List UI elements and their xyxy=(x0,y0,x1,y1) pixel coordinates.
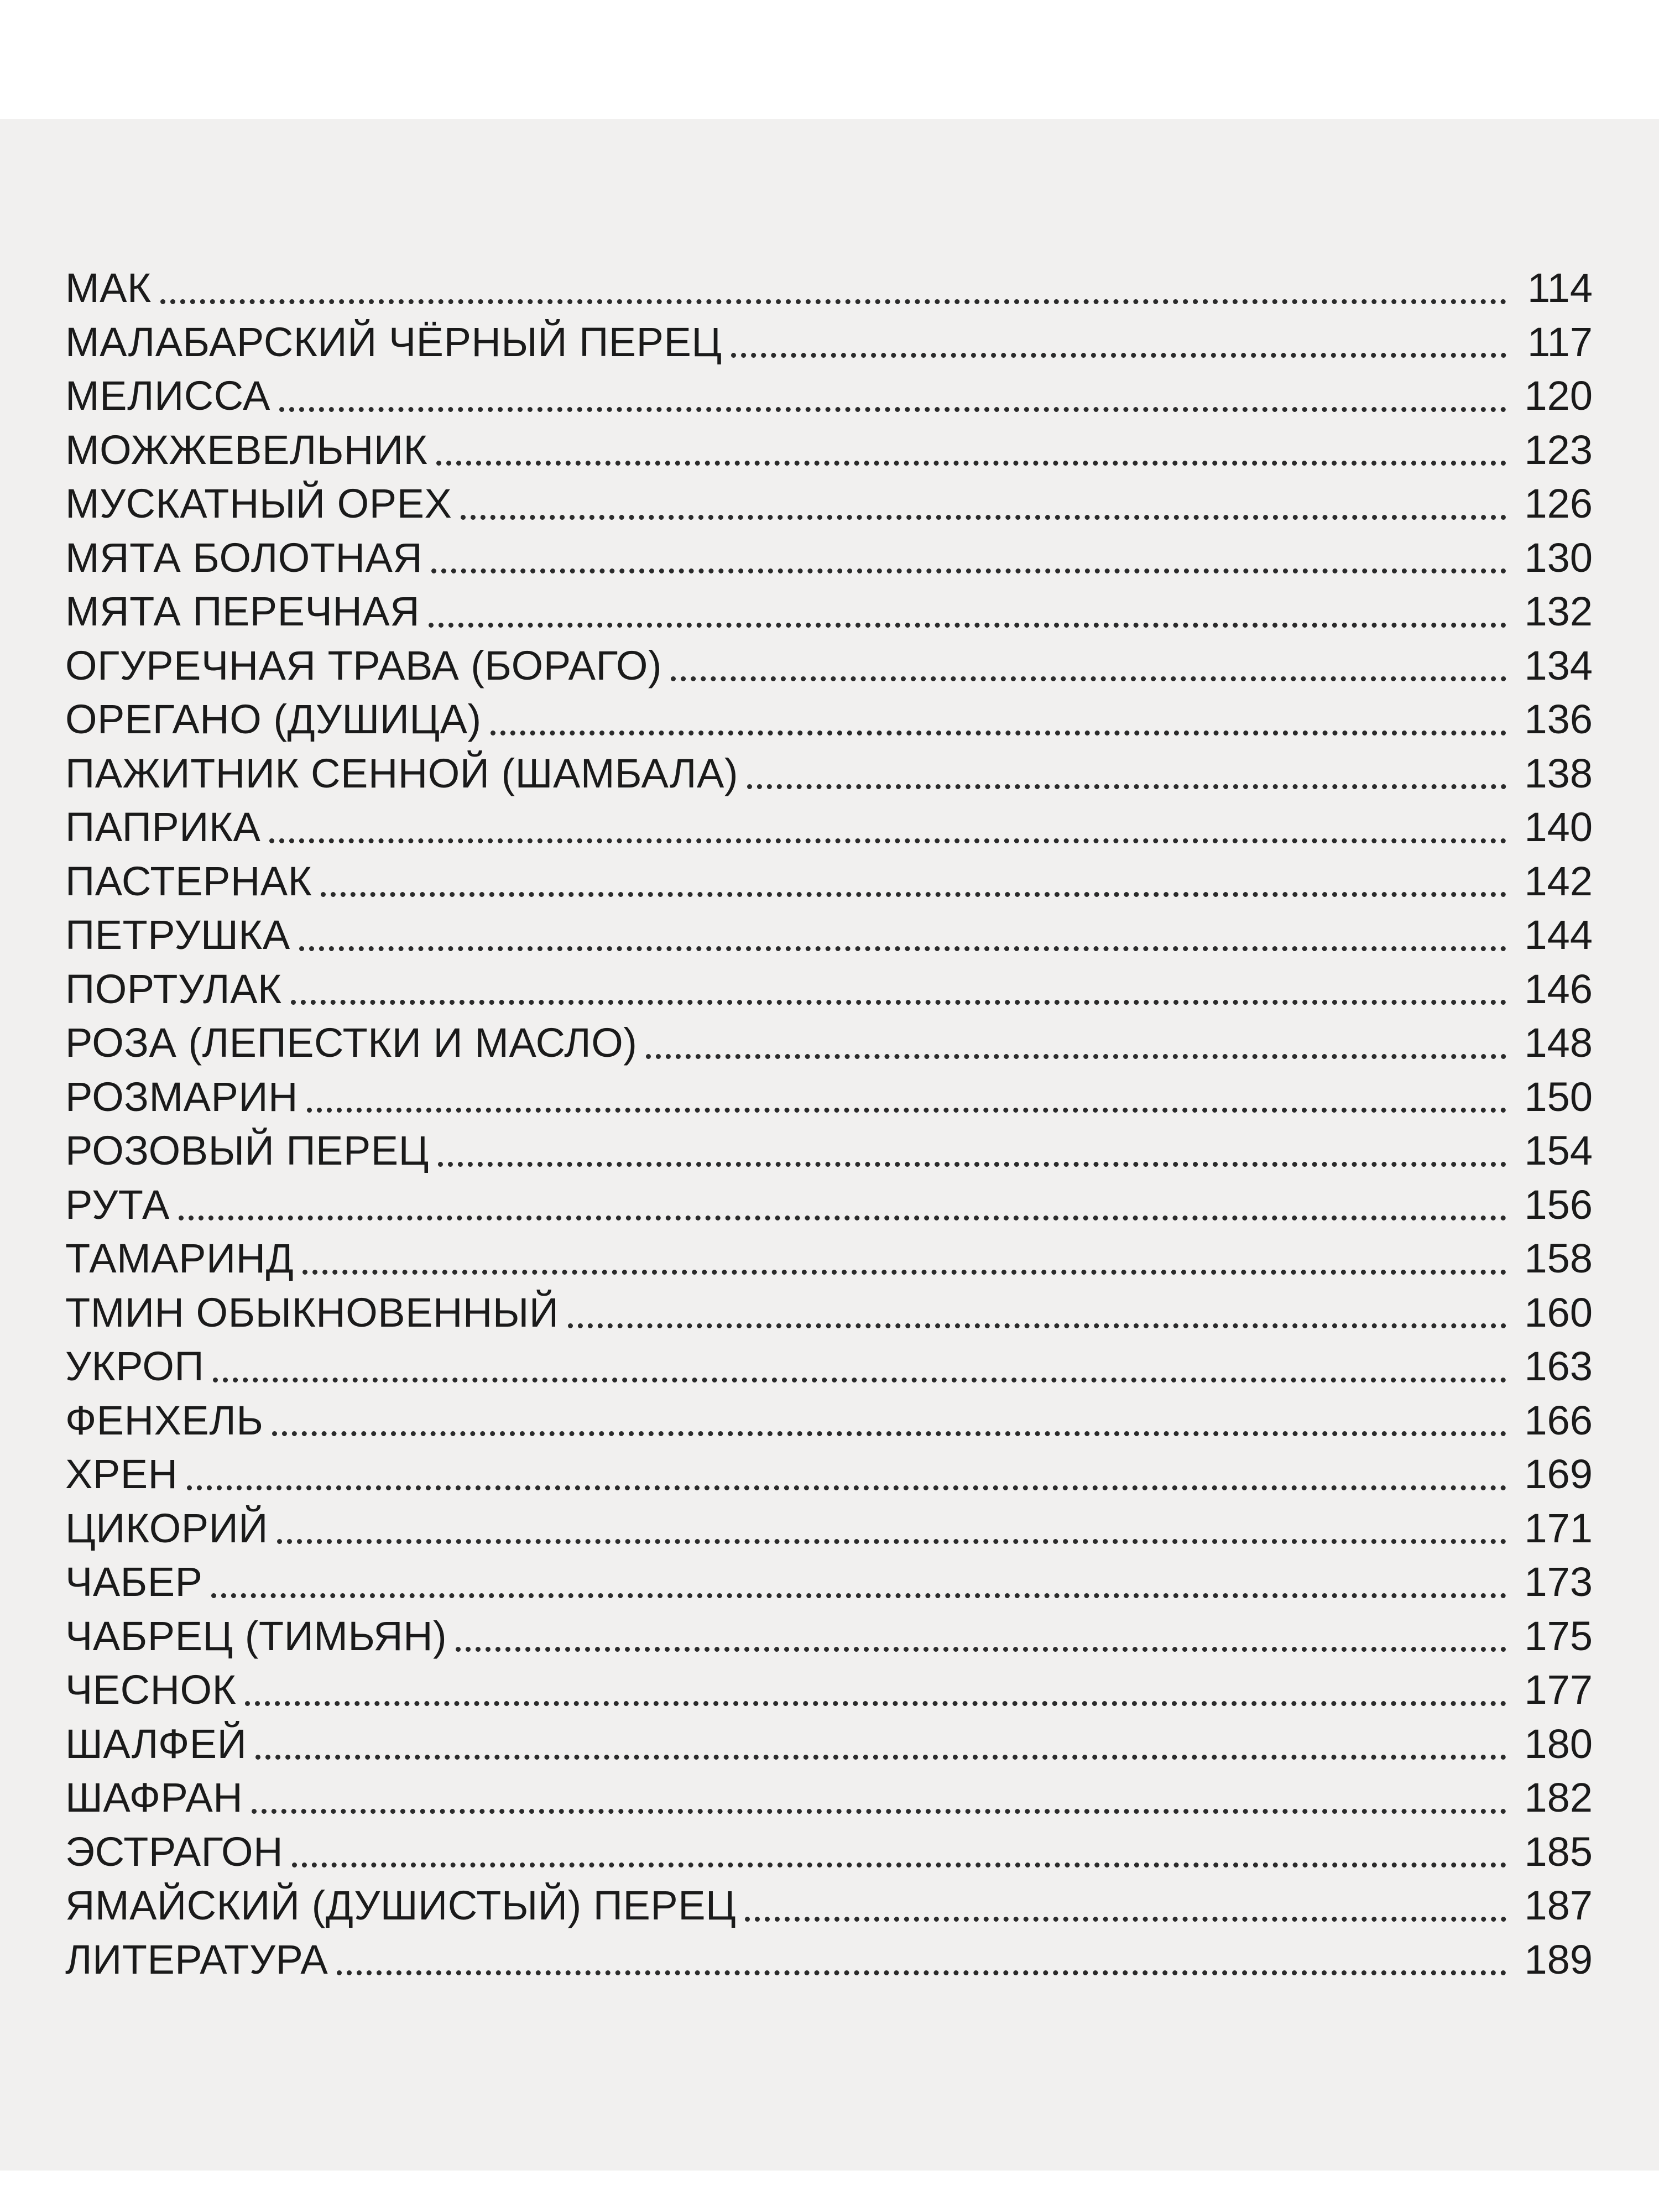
toc-entry xyxy=(65,854,1593,909)
bottom-margin xyxy=(0,2171,1659,2212)
toc-entry xyxy=(65,1070,1593,1124)
toc-dot-leader xyxy=(302,1270,1506,1275)
toc-entry-title: ЧАБЕР xyxy=(65,1559,203,1605)
toc-entry-page-number: 175 xyxy=(1524,1613,1593,1659)
toc-dot-leader xyxy=(255,1755,1506,1760)
toc-entry-page-number: 132 xyxy=(1524,588,1593,634)
toc-entry-page-number: 136 xyxy=(1524,696,1593,742)
toc-entry-title: ПЕТРУШКА xyxy=(65,912,290,958)
toc-entry xyxy=(65,1286,1593,1340)
toc-entry xyxy=(65,1717,1593,1771)
toc-dot-leader xyxy=(491,731,1506,735)
toc-dot-leader xyxy=(291,1000,1506,1005)
toc-entry xyxy=(65,747,1593,801)
toc-entry-page-number: 117 xyxy=(1527,319,1593,365)
toc-dot-leader xyxy=(299,946,1506,951)
toc-entry-page-number: 134 xyxy=(1524,642,1593,688)
toc-dot-leader xyxy=(211,1593,1506,1598)
toc-entry xyxy=(65,908,1593,962)
toc-entry-title: ЭСТРАГОН xyxy=(65,1828,284,1875)
toc-dot-leader xyxy=(279,407,1506,412)
toc-dot-leader xyxy=(436,461,1506,466)
toc-entry-title: ТАМАРИНД xyxy=(65,1235,294,1281)
toc-entry-title: МЕЛИССА xyxy=(65,373,270,419)
toc-entry-title: ПАПРИКА xyxy=(65,804,261,850)
toc-entry xyxy=(65,1339,1593,1394)
toc-entry xyxy=(65,1663,1593,1717)
toc-entry-title: МЯТА ПЕРЕЧНАЯ xyxy=(65,588,420,634)
toc-dot-leader xyxy=(568,1323,1506,1328)
toc-entry xyxy=(65,1933,1593,1987)
toc-dot-leader xyxy=(292,1863,1506,1867)
toc-entry xyxy=(65,1124,1593,1178)
toc-dot-leader xyxy=(160,299,1506,304)
toc-entry-title: ШАЛФЕЙ xyxy=(65,1720,247,1767)
toc-entry xyxy=(65,1016,1593,1070)
toc-entry-title: ЧАБРЕЦ (ТИМЬЯН) xyxy=(65,1613,447,1659)
toc-entry xyxy=(65,1232,1593,1286)
toc-entry-title: ФЕНХЕЛЬ xyxy=(65,1397,264,1443)
toc-entry-title: ЧЕСНОК xyxy=(65,1667,237,1713)
toc-dot-leader xyxy=(269,838,1506,843)
toc-entry-page-number: 160 xyxy=(1524,1289,1593,1335)
toc-entry-page-number: 142 xyxy=(1524,858,1593,904)
toc-entry-title: РОЗА (ЛЕПЕСТКИ И МАСЛО) xyxy=(65,1020,638,1066)
toc-entry-page-number: 148 xyxy=(1524,1020,1593,1066)
toc-entry-title: МАК xyxy=(65,265,152,311)
toc-dot-leader xyxy=(456,1647,1506,1652)
toc-entry xyxy=(65,800,1593,854)
toc-entry-page-number: 166 xyxy=(1524,1397,1593,1443)
toc-dot-leader xyxy=(461,515,1506,520)
toc-entry-title: ОГУРЕЧНАЯ ТРАВА (БОРАГО) xyxy=(65,642,662,688)
toc-entry-title: МАЛАБАРСКИЙ ЧЁРНЫЙ ПЕРЕЦ xyxy=(65,319,722,365)
toc-dot-leader xyxy=(252,1809,1506,1814)
toc-entry-title: ОРЕГАНО (ДУШИЦА) xyxy=(65,696,482,742)
toc-entry-title: ПАЖИТНИК СЕННОЙ (ШАМБАЛА) xyxy=(65,750,738,796)
toc-dot-leader xyxy=(307,1108,1506,1113)
toc-entry-page-number: 187 xyxy=(1524,1882,1593,1928)
toc-entry-title: МЯТА БОЛОТНАЯ xyxy=(65,534,423,581)
toc-entry xyxy=(65,585,1593,639)
toc-entry xyxy=(65,962,1593,1016)
toc-entry-title: УКРОП xyxy=(65,1343,205,1389)
toc-entry-title: ЯМАЙСКИЙ (ДУШИСТЫЙ) ПЕРЕЦ xyxy=(65,1882,737,1928)
toc-entry-title: ЛИТЕРАТУРА xyxy=(65,1936,328,1983)
toc-dot-leader xyxy=(337,1970,1506,1975)
toc-entry-page-number: 150 xyxy=(1524,1073,1593,1120)
toc-entry-title: ТМИН ОБЫКНОВЕННЫЙ xyxy=(65,1289,559,1335)
toc-entry-page-number: 169 xyxy=(1524,1451,1593,1497)
toc-entry xyxy=(65,369,1593,423)
toc-entry xyxy=(65,1771,1593,1825)
toc-entry-page-number: 177 xyxy=(1524,1667,1593,1713)
toc-entry-page-number: 180 xyxy=(1524,1720,1593,1767)
toc-entry-title: ХРЕН xyxy=(65,1451,178,1497)
toc-entry-title: РУТА xyxy=(65,1181,170,1228)
toc-entry-page-number: 130 xyxy=(1524,534,1593,581)
toc-dot-leader xyxy=(731,353,1506,358)
toc-entry-title: МОЖЖЕВЕЛЬНИК xyxy=(65,426,428,473)
toc-entry-page-number: 154 xyxy=(1524,1128,1593,1173)
toc-entry xyxy=(65,1394,1593,1448)
toc-dot-leader xyxy=(245,1701,1506,1706)
toc-entry-page-number: 171 xyxy=(1524,1505,1593,1551)
toc-dot-leader xyxy=(179,1215,1506,1220)
toc-entry-page-number: 140 xyxy=(1524,804,1593,850)
top-margin xyxy=(0,0,1659,119)
toc-entry xyxy=(65,1447,1593,1501)
toc-entry-page-number: 173 xyxy=(1524,1559,1593,1605)
toc-dot-leader xyxy=(277,1539,1506,1544)
toc-entry xyxy=(65,261,1593,315)
toc-entry-page-number: 123 xyxy=(1524,426,1593,473)
toc-entry xyxy=(65,315,1593,369)
toc-entry xyxy=(65,1879,1593,1933)
toc-entry-title: РОЗОВЫЙ ПЕРЕЦ xyxy=(65,1128,429,1173)
table-of-contents xyxy=(65,261,1593,1986)
toc-entry xyxy=(65,1178,1593,1232)
toc-dot-leader xyxy=(646,1054,1506,1059)
toc-entry-page-number: 163 xyxy=(1524,1343,1593,1389)
toc-dot-leader xyxy=(213,1378,1506,1383)
toc-entry-page-number: 146 xyxy=(1524,966,1593,1012)
toc-entry-page-number: 114 xyxy=(1527,265,1593,311)
toc-entry-page-number: 126 xyxy=(1524,481,1593,526)
toc-dot-leader xyxy=(187,1485,1506,1490)
toc-entry-title: ПАСТЕРНАК xyxy=(65,858,312,904)
toc-entry xyxy=(65,477,1593,531)
toc-dot-leader xyxy=(321,892,1506,897)
toc-entry xyxy=(65,531,1593,585)
toc-entry-title: МУСКАТНЫЙ ОРЕХ xyxy=(65,481,452,526)
toc-dot-leader xyxy=(438,1162,1506,1167)
toc-entry-page-number: 156 xyxy=(1524,1181,1593,1228)
toc-entry-page-number: 182 xyxy=(1524,1775,1593,1820)
toc-dot-leader xyxy=(429,623,1506,628)
toc-entry xyxy=(65,1825,1593,1879)
toc-entry-page-number: 120 xyxy=(1524,373,1593,419)
toc-entry-page-number: 138 xyxy=(1524,750,1593,796)
toc-entry-title: ПОРТУЛАК xyxy=(65,966,282,1012)
toc-entry xyxy=(65,639,1593,693)
toc-dot-leader xyxy=(747,784,1506,789)
toc-dot-leader xyxy=(272,1431,1506,1436)
toc-dot-leader xyxy=(671,676,1506,681)
toc-entry xyxy=(65,1501,1593,1556)
toc-dot-leader xyxy=(745,1917,1506,1922)
toc-entry-title: ШАФРАН xyxy=(65,1775,243,1820)
toc-entry xyxy=(65,423,1593,477)
toc-entry-page-number: 185 xyxy=(1524,1828,1593,1875)
toc-entry xyxy=(65,1555,1593,1609)
toc-entry xyxy=(65,692,1593,747)
toc-entry-page-number: 189 xyxy=(1524,1936,1593,1983)
toc-entry-title: ЦИКОРИЙ xyxy=(65,1505,268,1551)
toc-entry xyxy=(65,1609,1593,1663)
toc-dot-leader xyxy=(431,568,1506,573)
toc-entry-page-number: 144 xyxy=(1524,912,1593,958)
toc-entry-title: РОЗМАРИН xyxy=(65,1073,298,1120)
toc-entry-page-number: 158 xyxy=(1524,1235,1593,1281)
